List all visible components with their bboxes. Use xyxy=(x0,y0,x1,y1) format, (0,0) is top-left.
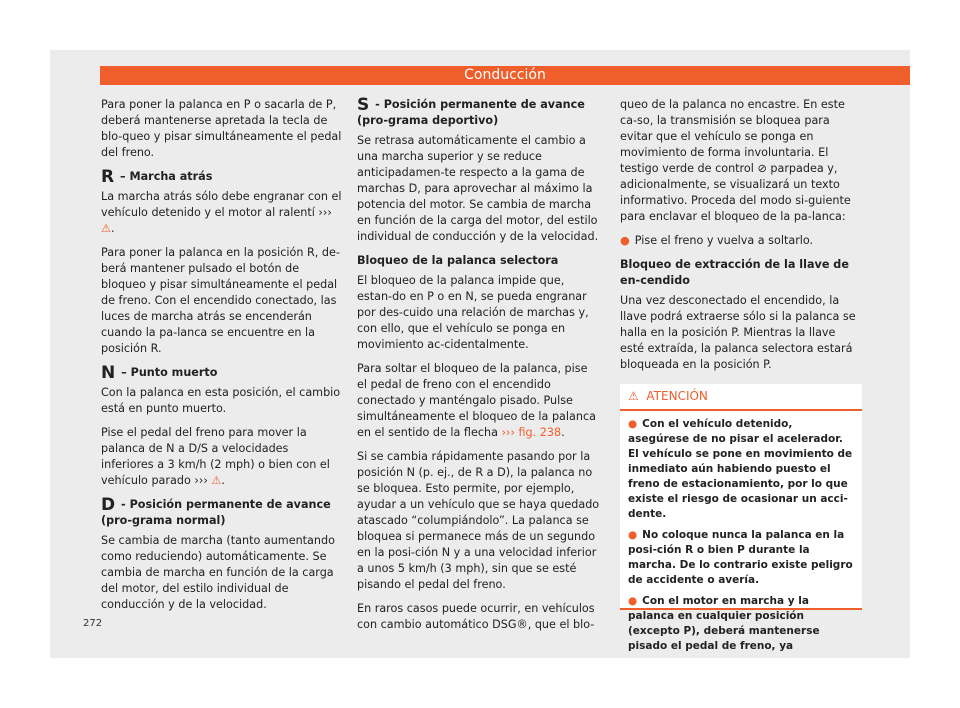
page xyxy=(50,50,910,658)
reverse-glyph: R xyxy=(101,167,115,187)
paragraph: Pise el pedal del freno para mover la palanca de N a D/S a velocidades inferiores a 3 km/h (2 mph) o bien con el vehículo parado ››› ⚠. xyxy=(101,426,330,487)
paragraph-text: Para soltar el bloqueo de la palanca, pise el pedal de freno con el encendido conectado y manténgalo pisado. Pulse simultáneamente el bloqueo de la palanca en el sentido de la flecha xyxy=(357,362,596,439)
page-number: 272 xyxy=(83,618,103,629)
paragraph: Para poner la palanca en P o sacarla de P, deberá mantenerse apretada la tecla de blo-queo y pisar simultáneamente el pedal del freno. xyxy=(101,98,342,159)
paragraph-text: Pise el pedal del freno para mover la palanca de N a D/S a velocidades inferiores a 3 km/h (2 mph) o bien con el vehículo parado xyxy=(101,426,330,487)
warning-header xyxy=(620,384,862,411)
paragraph: Una vez desconectado el encendido, la llave podrá extraerse sólo si la palanca se halla en la posición P. Mientras la llave esté extraída, la palanca selectora estará bloqueada en la posición P. xyxy=(620,294,856,371)
paragraph-text: queo de la palanca no encastre. En este ca-so, la transmisión se bloquea para evitar que el vehículo se ponga en movimiento de forma involuntaria. El testigo verde de control xyxy=(620,98,845,175)
paragraph-text: parpadea y, adicionalmente, se visualizará un texto informativo. Proceda del modo si-guiente para enclavar el bloqueo de la pa-lanca: xyxy=(620,162,851,223)
warning-body xyxy=(620,411,862,666)
warning-item xyxy=(628,594,854,654)
sport-glyph: S xyxy=(357,95,370,115)
section-header: Conducción xyxy=(100,66,910,85)
warning-triangle-icon[interactable]: ⚠ xyxy=(101,222,112,235)
bullet-text: Pise el freno y vuelva a soltarlo. xyxy=(634,234,814,247)
paragraph: Para poner la palanca en la posición R, de-berá mantener pulsado el botón de bloqueo y pisar simultáneamente el pedal de freno. Con el encendido conectado, las luces de marcha atrás se encenderán cuando la pa-lanca se encuentre en la posición R. xyxy=(101,246,340,355)
paragraph xyxy=(620,97,862,225)
paragraph: Se retrasa automáticamente el cambio a una marcha superior y se reduce anticipadamen-te respecto a la gama de marchas D, para aprovechar al máximo la potencia del motor. Se cambia de marcha en función de la carga del motor, del estilo individual de conducción y de la velocidad. xyxy=(357,134,599,243)
paragraph: El bloqueo de la palanca impide que, estan-do en P o en N, se pueda engranar por des-cuido una relación de marchas y, con ello, que el vehículo se ponga en movimiento ac-cidentalmente. xyxy=(357,274,589,351)
paragraph: Para soltar el bloqueo de la palanca, pise el pedal de freno con el encendido conectado y manténgalo pisado. Pulse simultáneamente el bloqueo de la palanca en el sentido de la flecha ››› fig. 238. xyxy=(357,362,596,439)
bullet-icon: ● xyxy=(620,234,630,247)
neutral-glyph: N xyxy=(101,363,116,383)
warning-text: No coloque nunca la palanca en la posi-ción R o bien P durante la marcha. De lo contrario existe peligro de accidente o avería. xyxy=(628,529,853,586)
bullet-icon: ● xyxy=(628,529,638,541)
paragraph: Se cambia de marcha (tanto aumentando como reduciendo) automáticamente. Se cambia de marcha en función de la carga del motor, del estilo individual de conducción y de la velocidad. xyxy=(101,534,335,611)
warning-triangle-icon: ⚠ xyxy=(628,389,639,403)
heading-key-lock: Bloqueo de extracción de la llave de en-cendido xyxy=(620,258,849,287)
warning-box xyxy=(620,384,862,652)
warning-text: Con el motor en marcha y la palanca en cualquier posición (excepto P), deberá mantenerse pisado el pedal de freno, ya xyxy=(628,595,820,652)
heading-text: - Posición permanente de avance (pro-grama deportivo) xyxy=(357,98,585,127)
heading-text: – Marcha atrás xyxy=(120,170,213,183)
column-right xyxy=(620,97,862,381)
paragraph: En raros casos puede ocurrir, en vehículos con cambio automático DSG®, que el blo- xyxy=(357,602,595,631)
warning-title: ATENCIÓN xyxy=(646,389,708,403)
bullet-icon: ● xyxy=(628,595,638,607)
ref-arrow[interactable]: ››› xyxy=(194,474,208,487)
bullet-icon: ● xyxy=(628,418,638,430)
paragraph: Con la palanca en esta posición, el cambio está en punto muerto. xyxy=(101,386,341,415)
heading-text: – Punto muerto xyxy=(121,366,218,379)
heading-lever-lock: Bloqueo de la palanca selectora xyxy=(357,254,559,267)
paragraph: Si se cambia rápidamente pasando por la posición N (p. ej., de R a D), la palanca no se bloquea. Esto permite, por ejemplo, ayudar a un vehículo que se haya quedado atascado “columpiándolo”. La palanca se bloquea si permanece más de un segundo en la posi-ción N y a una velocidad inferior a unos 5 km/h (3 mph), sin que se esté pisando el pedal del freno. xyxy=(357,450,600,591)
bullet-item xyxy=(620,233,862,249)
control-lamp-icon: ⊘ xyxy=(757,162,767,175)
heading-drive xyxy=(101,497,344,529)
heading-reverse xyxy=(101,169,344,185)
warning-item xyxy=(628,417,854,522)
warning-item xyxy=(628,528,854,588)
warning-text: Con el vehículo detenido, asegúrese de no pisar el acelerador. El vehículo se pone en movimiento de inmediato aún habiendo puesto el freno de estacionamiento, por lo que existe el riesgo de ocasionar un acci-dente. xyxy=(628,418,853,520)
heading-sport xyxy=(357,97,600,129)
paragraph: La marcha atrás sólo debe engranar con el vehículo detenido y el motor al ralentí ››› ⚠. xyxy=(101,190,342,235)
warning-triangle-icon[interactable]: ⚠ xyxy=(211,474,222,487)
paragraph-text: La marcha atrás sólo debe engranar con el vehículo detenido y el motor al ralentí xyxy=(101,190,342,219)
ref-arrow[interactable]: ››› xyxy=(318,206,332,219)
figure-link[interactable]: ››› fig. 238 xyxy=(501,426,562,439)
column-middle xyxy=(357,97,600,641)
heading-neutral xyxy=(101,365,344,381)
drive-glyph: D xyxy=(101,495,116,515)
column-left xyxy=(101,97,344,621)
heading-text: - Posición permanente de avance (pro-grama normal) xyxy=(101,498,331,527)
